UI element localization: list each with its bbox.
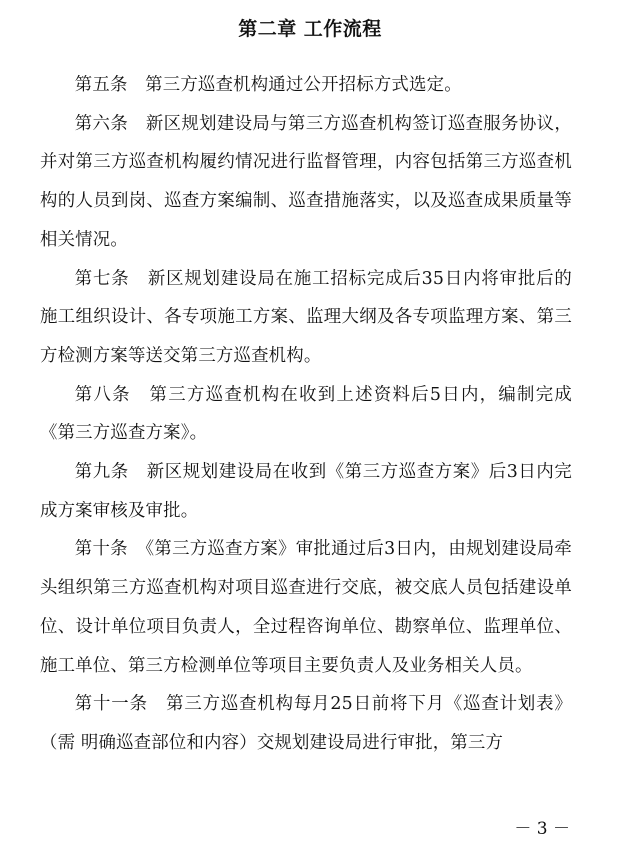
chapter-title: 第二章 工作流程 [238, 18, 382, 40]
article-5: 第五条 第三方巡查机构通过公开招标方式选定。 [74, 75, 462, 95]
page-number: － 3 － [514, 819, 570, 839]
article-6: 第六条 新区规划建设局与第三方巡查机构签订巡查服务协议，并对第三方巡查机构履约情况进行监督管理，内容包括第三方巡查机构的人员到岗、巡查方案编制、巡查措施落实，以及巡查成果质量等相关情况。 [40, 113, 572, 250]
article-7: 第七条 新区规划建设局在施工招标完成后35日内将审批后的施工组织设计、各专项施工方案、监理大纲及各专项监理方案、第三方检测方案等送交第三方巡查机构。 [40, 268, 572, 366]
article-11: 第十一条 第三方巡查机构每月25日前将下月《巡查计划表》（需 明确巡查部位和内容）交规划建设局进行审批，第三方 [40, 694, 572, 753]
article-9: 第九条 新区规划建设局在收到《第三方巡查方案》后3日内完成方案审核及审批。 [40, 462, 572, 521]
article-10: 第十条 《第三方巡查方案》审批通过后3日内，由规划建设局牵头组织第三方巡查机构对项目巡查进行交底，被交底人员包括建设单位、设计单位项目负责人，全过程咨询单位、勘察单位、监理单位、施工单位、第三方检测单位等项目主要负责人及业务相关人员。 [40, 539, 572, 676]
document-body [40, 66, 572, 763]
article-8: 第八条 第三方巡查机构在收到上述资料后5日内，编制完成《第三方巡查方案》。 [40, 384, 572, 444]
